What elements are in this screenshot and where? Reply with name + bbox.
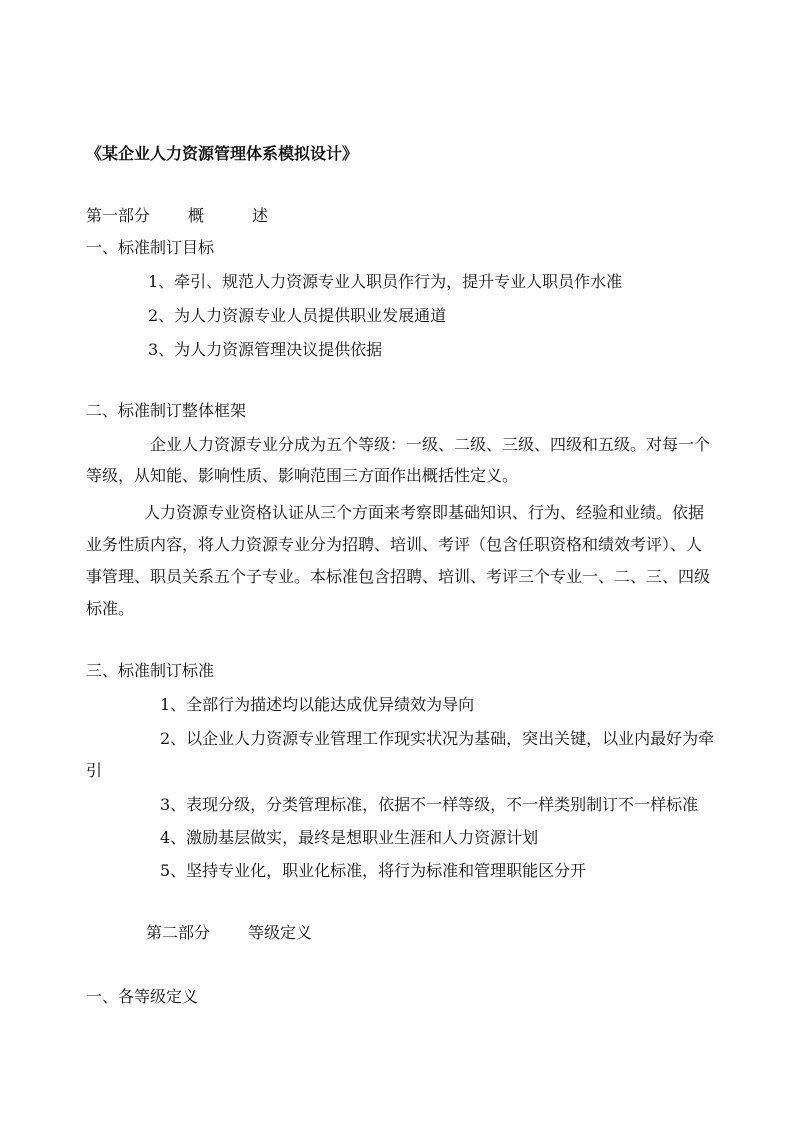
section-heading-standards: 三、标准制订标准 <box>86 661 215 680</box>
section-heading-level-definitions: 一、各等级定义 <box>86 987 199 1006</box>
part-one-label: 第一部分 <box>86 206 151 225</box>
standard-item-5: 5、坚持专业化，职业化标准，将行为标准和管理职能区分开 <box>160 861 587 880</box>
standard-item-3: 3、表现分级，分类管理标准，依据不一样等级，不一样类别制订不一样标准 <box>160 795 699 814</box>
part-one-word-1: 概 <box>188 206 205 225</box>
framework-para2-line-3: 事管理、职员关系五个子专业。本标准包含招聘、培训、考评三个专业一、二、三、四级 <box>86 567 711 586</box>
part-one-heading <box>86 206 268 226</box>
standard-item-4: 4、激励基层做实，最终是想职业生涯和人力资源计划 <box>160 828 539 847</box>
part-one-word-2: 述 <box>252 206 269 225</box>
framework-para2-line-1: 人力资源专业资格认证从三个方面来考察即基础知识、行为、经验和业绩。依据 <box>144 503 705 522</box>
standard-item-2-continued: 引 <box>86 761 103 780</box>
section-heading-goals: 一、标准制订目标 <box>86 238 215 257</box>
standard-item-1: 1、全部行为描述均以能达成优异绩效为导向 <box>160 695 475 714</box>
part-two-heading <box>146 923 312 943</box>
goal-item-3: 3、为人力资源管理决议提供依据 <box>148 340 383 359</box>
part-two-label: 第二部分 <box>146 923 211 942</box>
section-heading-framework: 二、标准制订整体框架 <box>86 401 247 420</box>
standard-item-2: 2、以企业人力资源专业管理工作现实状况为基础，突出关键，以业内最好为牵 <box>160 729 715 748</box>
document-title: 《某企业人力资源管理体系模拟设计》 <box>86 144 359 163</box>
framework-para1-line-1: 企业人力资源专业分成为五个等级：一级、二级、三级、四级和五级。对每一个 <box>150 435 711 454</box>
framework-para2-line-2: 业务性质内容，将人力资源专业分为招聘、培训、考评（包含任职资格和绩效考评）、人 <box>86 535 703 554</box>
goal-item-2: 2、为人力资源专业人员提供职业发展通道 <box>148 306 447 325</box>
framework-para1-line-2: 等级，从知能、影响性质、影响范围三方面作出概括性定义。 <box>86 466 519 485</box>
part-two-word: 等级定义 <box>248 923 313 942</box>
framework-para2-line-4: 标准。 <box>86 599 135 618</box>
goal-item-1: 1、牵引、规范人力资源专业人职员作行为，提升专业人职员作水准 <box>148 272 623 291</box>
